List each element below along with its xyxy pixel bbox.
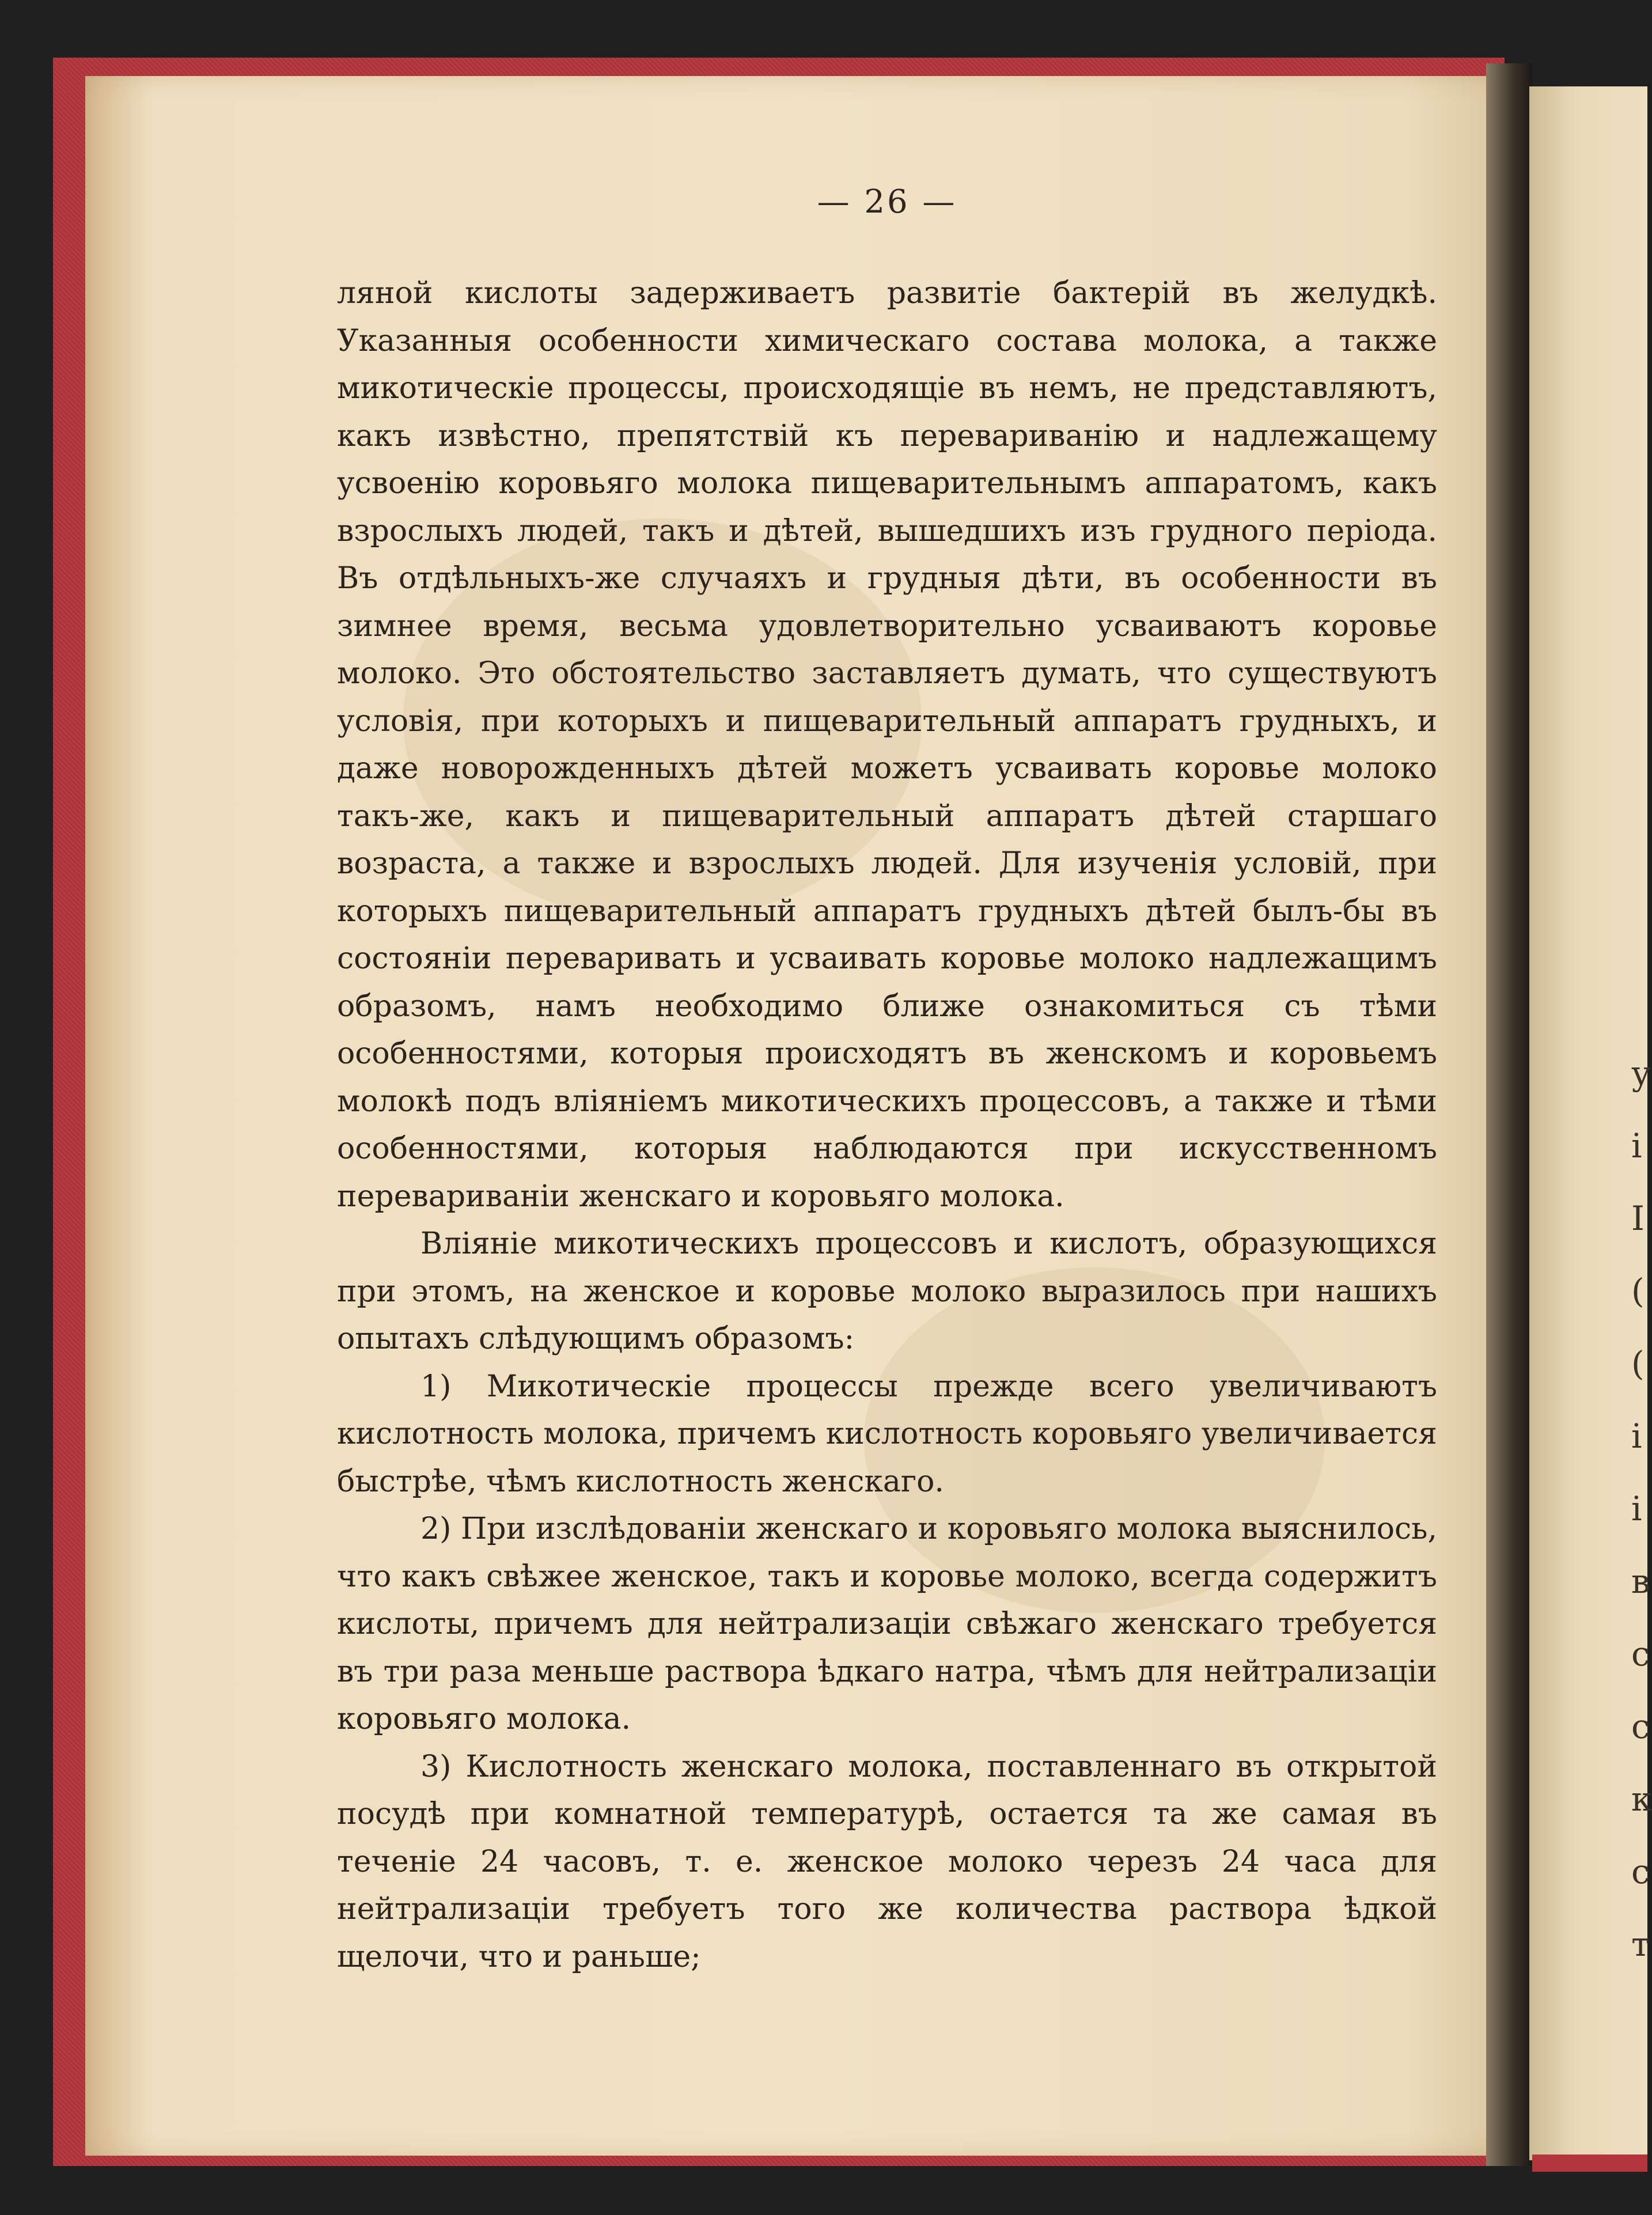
- facing-letter: (: [1631, 1344, 1645, 1383]
- paragraph: Вліяніе микотическихъ процессовъ и кислотъ, образующихся при этомъ, на женское и коровье молоко выразилось при нашихъ опытахъ слѣдующимъ образомъ:: [337, 1226, 1437, 1356]
- paragraph: ляной кислоты задерживаетъ развитіе бактерій въ желудкѣ. Указанныя особенности химическаго состава молока, а также микотическіе процессы, происходящіе въ немъ, не представляютъ, какъ извѣстно, препятствій къ перевариванію и надлежащему усвоенію коровьяго молока пищеварительнымъ аппаратомъ, какъ взрослыхъ людей, такъ и дѣтей, вышедшихъ изъ грудного періода. Въ отдѣльныхъ-же случаяхъ и грудныя дѣти, въ особенности въ зимнее время, весьма удовлетворительно усваиваютъ коровье молоко. Это обстоятельство заставляетъ думать, что существуютъ условія, при которыхъ и пищеварительный аппаратъ грудныхъ, и даже новорожденныхъ дѣтей можетъ усваивать коровье молоко такъ-же, какъ и пищеварительный аппаратъ дѣтей старшаго возраста, а также и взрослыхъ людей. Для изученія условій, при которыхъ пищеварительный аппаратъ грудныхъ дѣтей былъ-бы въ состояніи переваривать и усваивать коровье молоко надлежащимъ образомъ, намъ необходимо ближе ознакомиться съ тѣми особенностями, которыя происходятъ въ женскомъ и коровьемъ молокѣ подъ вліяніемъ микотическихъ процессовъ, а также и тѣми особенностями, которыя наблюдаются при искусственномъ перевариваніи женскаго и коровьяго молока.: [337, 276, 1437, 1214]
- facing-letter: і: [1631, 1417, 1642, 1456]
- facing-page-edge: [1529, 86, 1652, 2160]
- body-text: [337, 270, 1437, 1981]
- facing-cover-edge: [1532, 2155, 1647, 2172]
- paragraph: 1) Микотическіе процессы прежде всего увеличиваютъ кислотность молока, причемъ кислотность коровьяго увеличивается быстрѣе, чѣмъ кислотность женскаго.: [337, 1369, 1437, 1499]
- facing-letter: т: [1631, 1925, 1650, 1964]
- facing-letter: в: [1631, 1562, 1650, 1601]
- facing-letter: с: [1631, 1852, 1650, 1891]
- facing-letter: (: [1631, 1271, 1645, 1311]
- facing-page-letters: [1631, 1037, 1652, 1981]
- facing-letter: і: [1631, 1489, 1642, 1528]
- book-gutter: [1486, 63, 1532, 2166]
- facing-letter: к: [1631, 1779, 1652, 1819]
- facing-letter: і: [1631, 1126, 1642, 1165]
- facing-letter: І: [1631, 1199, 1645, 1238]
- paragraph: 2) При изслѣдованіи женскаго и коровьяго молока выяснилось, что какъ свѣжее женское, такъ и коровье молоко, всегда содержитъ кислоты, причемъ для нейтрализаціи свѣжаго женскаго требуется въ три раза меньше раствора ѣдкаго натра, чѣмъ для нейтрализаціи коровьяго молока.: [337, 1512, 1437, 1736]
- facing-letter: с: [1631, 1707, 1650, 1746]
- paragraph: 3) Кислотность женскаго молока, поставленнаго въ открытой посудѣ при комнатной температурѣ, остается та же самая въ теченіе 24 часовъ, т. е. женское молоко черезъ 24 часа для нейтрализаціи требуетъ того же количества раствора ѣдкой щелочи, что и раньше;: [337, 1749, 1437, 1974]
- facing-letter: у: [1631, 1054, 1651, 1093]
- page-number: — 26 —: [817, 183, 957, 221]
- facing-letter: с: [1631, 1634, 1650, 1673]
- page-edge-shadow: [85, 76, 154, 2156]
